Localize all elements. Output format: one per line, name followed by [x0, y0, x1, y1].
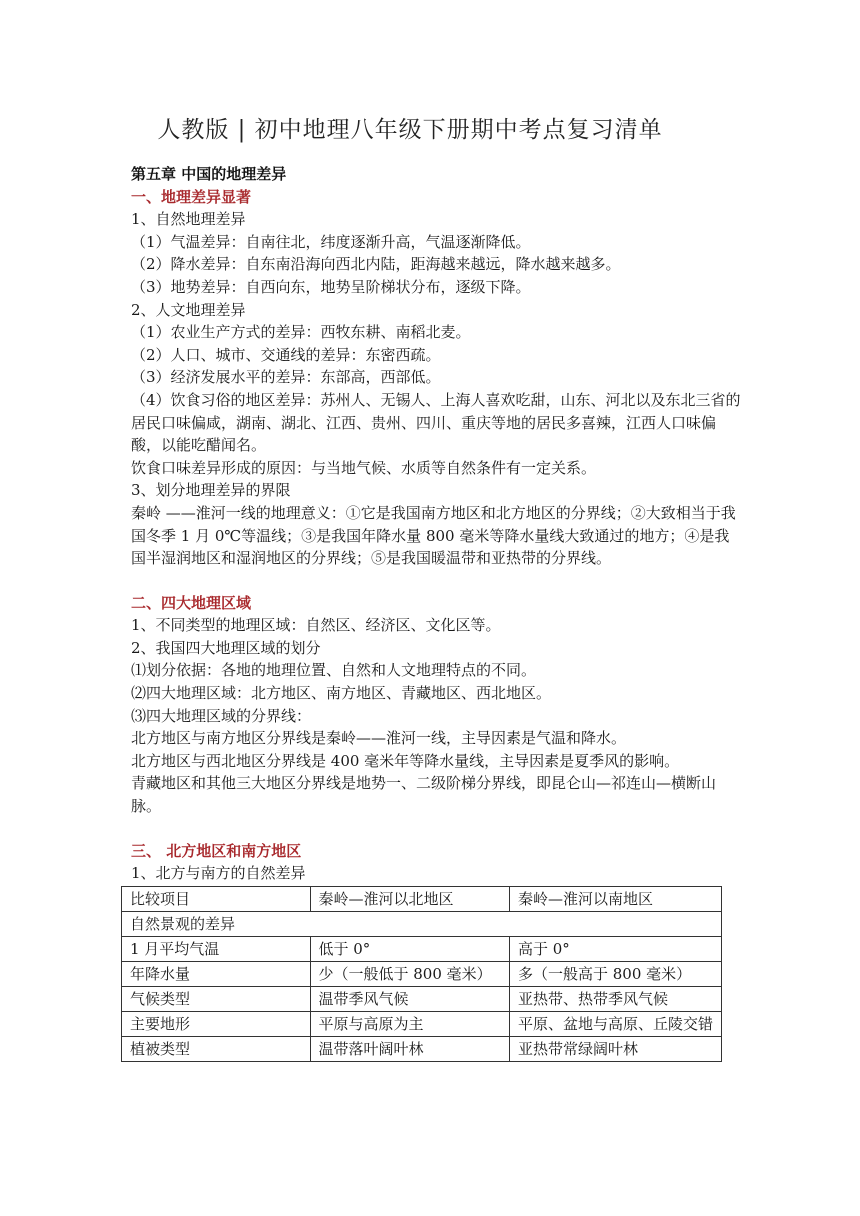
table-row: [122, 1011, 722, 1036]
table-cell: 温带季风气候: [310, 986, 509, 1011]
table-cell: 多（一般高于 800 毫米）: [509, 961, 721, 986]
table-row: [122, 1036, 722, 1061]
table-header-cell: 秦岭—淮河以南地区: [509, 886, 721, 911]
paragraph: （3）经济发展水平的差异：东部高，西部低。: [131, 368, 441, 387]
paragraph: 青藏地区和其他三大地区分界线是地势一、二级阶梯分界线，即昆仑山—祁连山—横断山脉。: [131, 774, 717, 816]
paragraph: 北方地区与西北地区分界线是 400 毫米年等降水量线，主导因素是夏季风的影响。: [131, 751, 680, 770]
paragraph: 饮食口味差异形成的原因：与当地气候、水质等自然条件有一定关系。: [131, 458, 597, 477]
paragraph: 3、划分地理差异的界限: [131, 481, 291, 500]
table-cell: 主要地形: [122, 1011, 311, 1036]
paragraph: （2）人口、城市、交通线的差异：东密西疏。: [131, 345, 441, 364]
paragraph: 2、我国四大地理区域的划分: [131, 638, 321, 657]
table-header-cell: 秦岭—淮河以北地区: [310, 886, 509, 911]
paragraph: 北方地区与南方地区分界线是秦岭——淮河一线，主导因素是气温和降水。: [131, 729, 627, 748]
paragraph: （1）农业生产方式的差异：西牧东耕、南稻北麦。: [131, 323, 471, 342]
paragraph: ⑵四大地理区域：北方地区、南方地区、青藏地区、西北地区。: [131, 684, 552, 703]
table-cell: 少（一般低于 800 毫米）: [310, 961, 509, 986]
table-header-cell: 比较项目: [122, 886, 311, 911]
comparison-table: [121, 886, 722, 1062]
paragraph: 1、不同类型的地理区域：自然区、经济区、文化区等。: [131, 616, 501, 635]
document-title: 人教版 | 初中地理八年级下册期中考点复习清单: [157, 117, 663, 143]
table-cell: 高于 0°: [509, 936, 721, 961]
table-row: [122, 986, 722, 1011]
paragraph: （2）降水差异：自东南沿海向西北内陆，距海越来越远，降水越来越多。: [131, 255, 621, 274]
table-row: [122, 961, 722, 986]
paragraph: 1、自然地理差异: [131, 210, 246, 229]
section-heading-3: 三、 北方地区和南方地区: [131, 841, 302, 860]
spacer: [131, 570, 741, 592]
table-header-row: [122, 886, 722, 911]
paragraph: （4）饮食习俗的地区差异：苏州人、无锡人、上海人喜欢吃甜，山东、河北以及东北三省的居民口味偏咸，湖南、湖北、江西、贵州、四川、重庆等地的居民多喜辣，江西人口味偏酸，以能吃醋闻名。: [131, 390, 741, 455]
table-cell: 低于 0°: [310, 936, 509, 961]
table-cell: 平原与高原为主: [310, 1011, 509, 1036]
table-cell: 亚热带常绿阔叶林: [509, 1036, 721, 1061]
table-span-row: [122, 911, 722, 936]
table-cell: 平原、盆地与高原、丘陵交错: [509, 1011, 721, 1036]
chapter-heading: 第五章 中国的地理差异: [131, 165, 287, 183]
paragraph: （3）地势差异：自西向东，地势呈阶梯状分布，逐级下降。: [131, 277, 531, 296]
paragraph: （1）气温差异：自南往北，纬度逐渐升高，气温逐渐降低。: [131, 232, 531, 251]
table-cell: 年降水量: [122, 961, 311, 986]
table-cell: 气候类型: [122, 986, 311, 1011]
paragraph: ⑶四大地理区域的分界线：: [131, 706, 312, 725]
paragraph: 2、人文地理差异: [131, 300, 246, 319]
paragraph: 秦岭 ——淮河一线的地理意义：①它是我国南方地区和北方地区的分界线；②大致相当于我国冬季 1 月 0℃等温线；③是我国年降水量 800 毫米等降水量线大致通过的地方；④是我国半湿润地区和湿润地区的分界线；⑤是我国暖温带和亚热带的分界线。: [131, 503, 736, 568]
table-cell: 亚热带、热带季风气候: [509, 986, 721, 1011]
table-row: [122, 936, 722, 961]
paragraph: ⑴划分依据：各地的地理位置、自然和人文地理特点的不同。: [131, 661, 537, 680]
paragraph: 1、北方与南方的自然差异: [131, 864, 306, 883]
section-heading-2: 二、四大地理区域: [131, 593, 252, 612]
table-cell: 温带落叶阔叶林: [310, 1036, 509, 1061]
spacer: [131, 818, 741, 840]
table-span-cell: 自然景观的差异: [122, 911, 722, 936]
table-cell: 植被类型: [122, 1036, 311, 1061]
section-heading-1: 一、地理差异显著: [131, 187, 252, 206]
table-cell: 1 月平均气温: [122, 936, 311, 961]
document-body: [131, 163, 741, 1062]
